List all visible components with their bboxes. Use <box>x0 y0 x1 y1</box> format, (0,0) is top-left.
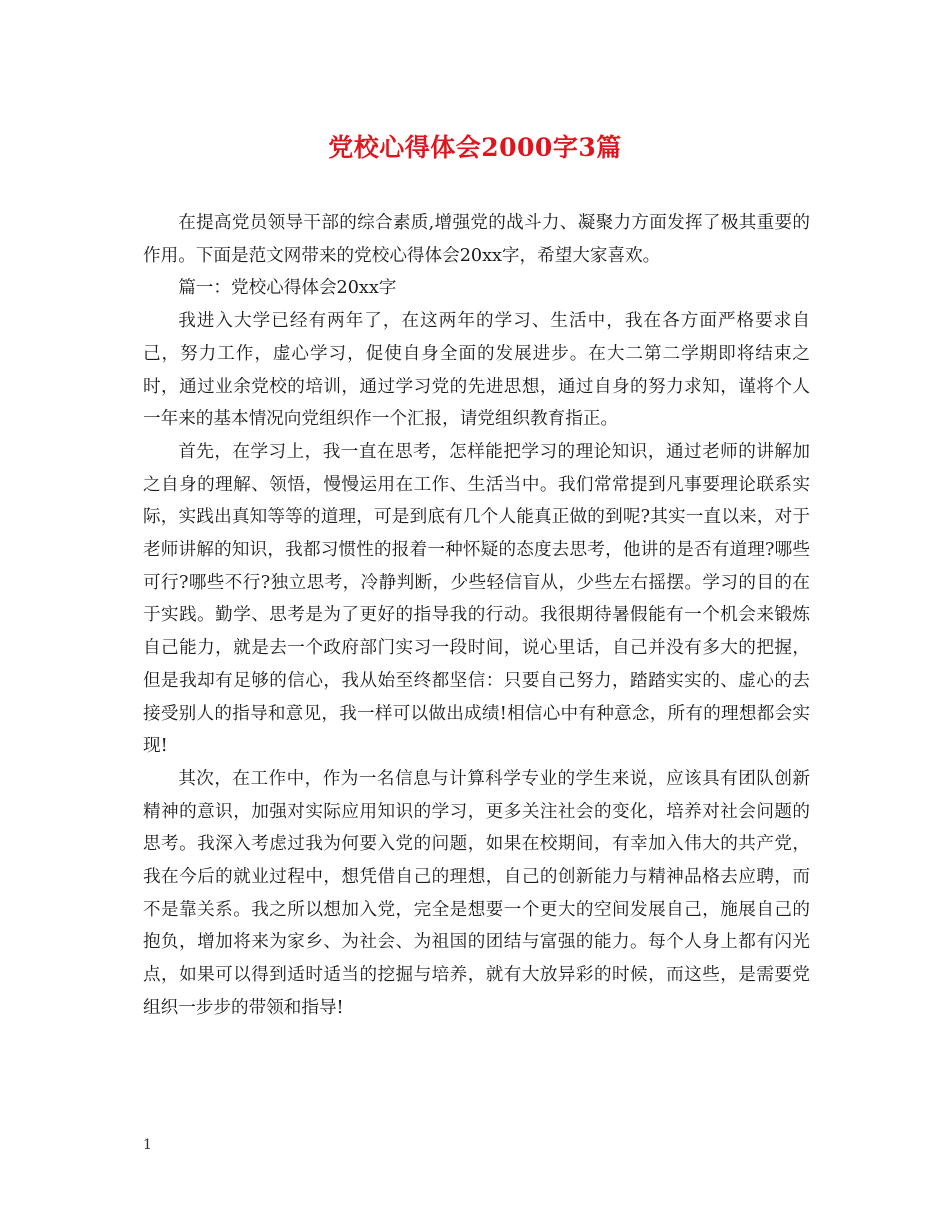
page-number: 1 <box>143 1137 152 1153</box>
paragraph-intro: 在提高党员领导干部的综合素质,增强党的战斗力、凝聚力方面发挥了极其重要的作用。下面是范文网带来的党校心得体会20xx字，希望大家喜欢。 <box>143 213 810 266</box>
paragraph-work: 其次，在工作中，作为一名信息与计算科学专业的学生来说，应该具有团队创新精神的意识，加强对实际应用知识的学习，更多关注社会的变化，培养对社会问题的思考。我深入考虑过我为何要入党的问题，如果在校期间，有幸加入伟大的共产党，我在今后的就业过程中，想凭借自己的理想，自己的创新能力与精神品格去应聘，而不是靠关系。我之所以想加入党，完全是想要一个更大的空间发展自己，施展自己的抱负，增加将来为家乡、为社会、为祖国的团结与富强的能力。每个人身上都有闪光点，如果可以得到适时适当的挖掘与培养，就有大放异彩的时候，而这些，是需要党组织一步步的带领和指导! <box>143 768 810 1018</box>
paragraph-study: 首先，在学习上，我一直在思考，怎样能把学习的理论知识，通过老师的讲解加之自身的理解、领悟，慢慢运用在工作、生活当中。我们常常提到凡事要理论联系实际，实践出真知等等的道理，可是到底有几个人能真正做的到呢?其实一直以来，对于老师讲解的知识，我都习惯性的报着一种怀疑的态度去思考，他讲的是否有道理?哪些可行?哪些不行?独立思考，冷静判断，少些轻信盲从，少些左右摇摆。学习的目的在于实践。勤学、思考是为了更好的指导我的行动。我很期待暑假能有一个机会来锻炼自己能力，就是去一个政府部门实习一段时间，说心里话，自己并没有多大的把握，但是我却有足够的信心，我从始至终都坚信：只要自己努力，踏踏实实的、虚心的去接受别人的指导和意见，我一样可以做出成绩!相信心中有种意念，所有的理想都会实现! <box>143 441 810 757</box>
document-body <box>143 207 810 1025</box>
section-heading-part-one: 篇一：党校心得体会20xx字 <box>178 278 397 299</box>
document-title: 党校心得体会2000字3篇 <box>328 133 622 162</box>
paragraph-background: 我进入大学已经有两年了，在这两年的学习、生活中，我在各方面严格要求自己，努力工作，虚心学习，促使自身全面的发展进步。在大二第二学期即将结束之时，通过业余党校的培训，通过学习党的先进思想，通过自身的努力求知，谨将个人一年来的基本情况向党组织作一个汇报，请党组织教育指正。 <box>143 311 810 430</box>
